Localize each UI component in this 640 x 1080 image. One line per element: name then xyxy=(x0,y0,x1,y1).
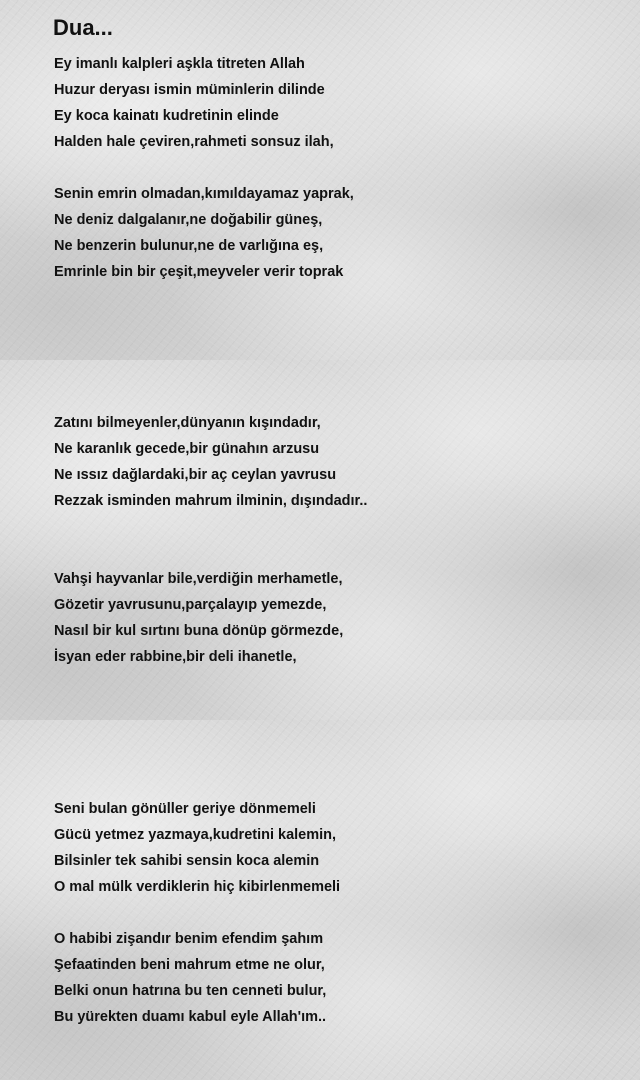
poem-line: Gücü yetmez yazmaya,kudretini kalemin, xyxy=(54,827,337,843)
stanza-4 xyxy=(54,566,343,670)
poem-line: Zatını bilmeyenler,dünyanın kışındadır, xyxy=(54,415,321,431)
poem-line: Şefaatinden beni mahrum etme ne olur, xyxy=(54,957,325,973)
poem-line: Ne karanlık gecede,bir günahın arzusu xyxy=(54,441,320,457)
poem-line: Gözetir yavrusunu,parçalayıp yemezde, xyxy=(54,597,327,613)
stanza-1 xyxy=(54,51,334,155)
poem-title: Dua... xyxy=(53,15,113,40)
poem-line: Bu yürekten duamı kabul eyle Allah'ım.. xyxy=(54,1009,327,1025)
poem-line: Ne ıssız dağlardaki,bir aç ceylan yavrusu xyxy=(54,467,337,483)
poem-line: Vahşi hayvanlar bile,verdiğin merhametle, xyxy=(54,571,343,587)
poem-line: Ne benzerin bulunur,ne de varlığına eş, xyxy=(54,238,324,254)
poem-line: Rezzak isminden mahrum ilminin, dışındadır.. xyxy=(54,493,368,509)
poem-line: Bilsinler tek sahibi sensin koca alemin xyxy=(54,853,320,869)
poem-line: O mal mülk verdiklerin hiç kibirlenmemeli xyxy=(54,879,341,895)
poem-line: Seni bulan gönüller geriye dönmemeli xyxy=(54,801,316,817)
stanza-3 xyxy=(54,410,367,514)
poem-line: Ey koca kainatı kudretinin elinde xyxy=(54,108,279,124)
stanza-5 xyxy=(54,796,340,900)
poem-line: Belki onun hatrına bu ten cenneti bulur, xyxy=(54,983,327,999)
stanza-2 xyxy=(54,181,354,285)
poem-line: Senin emrin olmadan,kımıldayamaz yaprak, xyxy=(54,186,354,202)
stanza-6 xyxy=(54,926,326,1030)
poem-line: Emrinle bin bir çeşit,meyveler verir toprak xyxy=(54,264,344,280)
poem-line: O habibi zişandır benim efendim şahım xyxy=(54,931,324,947)
poem-line: Ey imanlı kalpleri aşkla titreten Allah xyxy=(54,56,305,72)
poem-line: Huzur deryası ismin müminlerin dilinde xyxy=(54,82,325,98)
poem-line: İsyan eder rabbine,bir deli ihanetle, xyxy=(54,649,297,665)
poem-line: Ne deniz dalgalanır,ne doğabilir güneş, xyxy=(54,212,323,228)
poem-line: Halden hale çeviren,rahmeti sonsuz ilah, xyxy=(54,134,334,150)
poem-line: Nasıl bir kul sırtını buna dönüp görmezde, xyxy=(54,623,344,639)
